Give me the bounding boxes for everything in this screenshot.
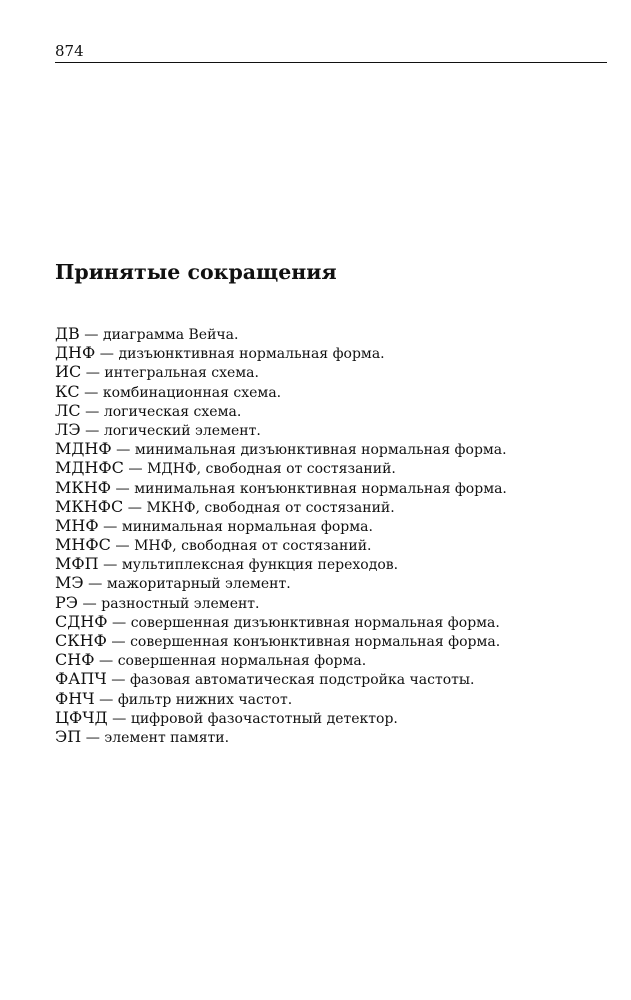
abbreviation-item [55,631,615,650]
abbreviation-description: совершенная дизъюнктивная нормальная форма. [130,614,500,631]
section-title: Принятые сокращения [55,260,337,284]
abbreviation-dash: — [123,499,147,516]
abbreviation-term: СНФ [55,650,95,670]
abbreviation-description: минимальная дизъюнктивная нормальная форма. [134,442,507,459]
abbreviation-item [55,343,615,362]
abbreviation-description: диаграмма Вейча. [102,327,239,343]
page-header [55,40,607,64]
abbreviation-description: совершенная нормальная форма. [117,653,367,670]
abbreviation-dash: — [81,365,105,382]
abbreviation-item [55,497,615,516]
abbreviation-description: мультиплексная функция переходов. [121,557,399,574]
abbreviation-description: мажоритарный элемент. [106,576,291,593]
abbreviation-item [55,324,615,343]
abbreviation-description: МНФ, свободная от состязаний. [134,538,372,555]
abbreviation-item [55,362,615,381]
abbreviation-description: МКНФ, свободная от состязаний. [146,499,395,516]
abbreviation-dash: — [79,327,103,343]
abbreviation-term: СКНФ [55,631,107,650]
abbreviation-term: ДВ [55,324,80,343]
abbreviation-description: цифровой фазочастотный детектор. [130,710,398,727]
abbreviation-term: ЭП [55,726,82,746]
abbreviation-dash: — [79,384,103,401]
abbreviation-description: комбинационная схема. [102,384,282,401]
abbreviation-dash: — [106,672,130,689]
abbreviation-term: МДНФ [55,439,112,459]
abbreviation-item [55,573,615,592]
abbreviation-term: РЭ [55,592,79,612]
abbreviation-term: ЛС [55,400,81,420]
abbreviation-term: ФНЧ [55,688,95,708]
abbreviation-description: минимальная конъюнктивная нормальная форма. [134,480,507,497]
abbreviation-dash: — [94,691,118,708]
abbreviation-dash: — [110,538,135,555]
abbreviation-term: СДНФ [55,611,108,631]
abbreviation-term: КС [55,381,80,401]
abbreviation-term: МДНФС [55,458,124,478]
abbreviation-item [55,401,615,420]
abbreviation-item [55,478,615,497]
abbreviation-dash: — [111,442,135,459]
abbreviation-term: МЭ [55,573,84,593]
abbreviation-dash: — [123,461,148,478]
abbreviation-dash: — [80,403,104,420]
abbreviation-description: логический элемент. [103,422,261,439]
abbreviation-item [55,650,615,669]
abbreviation-term: МКНФС [55,496,124,516]
abbreviation-item [55,439,615,458]
abbreviation-dash: — [78,595,102,612]
abbreviation-description: интегральная схема. [104,365,259,382]
page-number: 874 [55,42,84,60]
abbreviation-dash: — [107,614,131,631]
abbreviation-item [55,689,615,708]
abbreviation-dash: — [107,710,131,727]
header-rule [55,62,607,63]
abbreviation-list [55,324,615,746]
abbreviation-dash: — [98,518,122,535]
abbreviation-term: ДНФ [55,343,96,363]
abbreviation-item [55,535,615,554]
abbreviation-dash: — [106,634,131,650]
abbreviation-dash: — [94,653,118,670]
abbreviation-dash: — [83,576,107,593]
abbreviation-item [55,554,615,573]
abbreviation-description: фазовая автоматическая подстройка частоты. [129,672,475,689]
abbreviation-description: элемент памяти. [104,729,230,746]
abbreviation-description: разностный элемент. [101,595,260,612]
abbreviation-dash: — [95,346,119,363]
abbreviation-term: МНФ [55,515,99,535]
abbreviation-description: логическая схема. [103,403,242,420]
abbreviation-item [55,708,615,727]
abbreviation-term: ЦФЧД [55,707,108,727]
abbreviation-description: МДНФ, свободная от состязаний. [147,461,396,478]
abbreviation-dash: — [81,729,105,746]
abbreviation-term: ИС [55,362,82,382]
abbreviation-dash: — [80,422,104,439]
abbreviation-item [55,669,615,688]
abbreviation-dash: — [111,480,135,497]
abbreviation-item [55,612,615,631]
abbreviation-term: МФП [55,554,99,574]
abbreviation-dash: — [98,557,122,574]
abbreviation-description: дизъюнктивная нормальная форма. [118,346,385,363]
abbreviation-item [55,727,615,746]
abbreviation-item [55,382,615,401]
abbreviation-description: совершенная конъюнктивная нормальная форма. [130,634,501,650]
abbreviation-item [55,593,615,612]
abbreviation-item [55,420,615,439]
abbreviation-description: фильтр нижних частот. [117,691,293,708]
abbreviation-item [55,458,615,477]
abbreviation-term: МНФС [55,535,111,555]
abbreviation-term: ФАПЧ [55,669,107,689]
abbreviation-term: ЛЭ [55,419,81,439]
abbreviation-item [55,516,615,535]
abbreviation-description: минимальная нормальная форма. [121,518,373,535]
abbreviation-term: МКНФ [55,477,111,497]
